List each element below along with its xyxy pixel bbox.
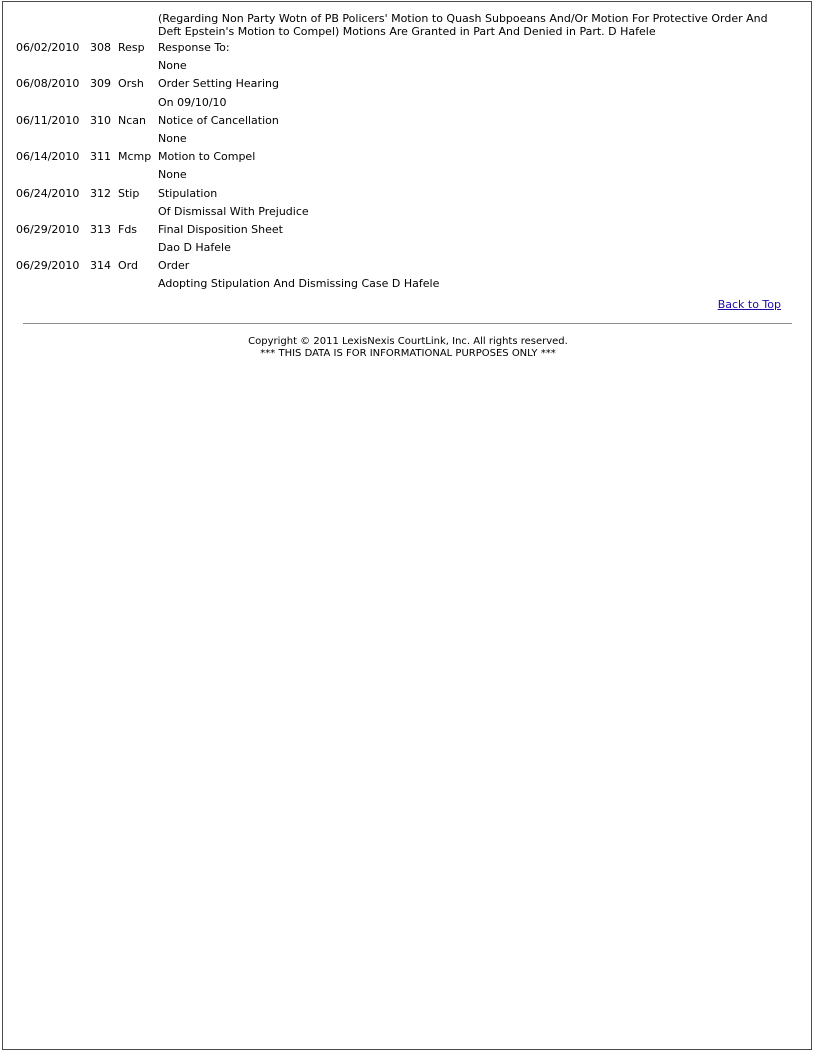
docket-entry-row	[16, 221, 786, 239]
docket-entries	[16, 12, 786, 294]
entry-code: Ord	[118, 259, 138, 273]
entry-detail: Adopting Stipulation And Dismissing Case D Hafele	[158, 277, 440, 291]
entry-number: 313	[90, 222, 111, 236]
entry-number: 308	[90, 41, 111, 54]
entry-title: Notice of Cancellation	[158, 113, 279, 127]
docket-detail-row	[16, 203, 786, 221]
docket-entry-row	[16, 148, 786, 166]
docket-detail-row	[16, 130, 786, 148]
entry-number: 312	[90, 186, 111, 200]
entry-number: 309	[90, 77, 111, 91]
docket-detail-row	[16, 166, 786, 184]
back-to-top-link[interactable]: Back to Top	[717, 298, 781, 311]
docket-text: (Regarding Non Party Wotn of PB Policers' Motion to Quash Subpoeans And/Or Motion For Protective Order And Deft Epstein's Motion to Compel) Motions Are Granted in Part And Denied in Part. D Hafele	[158, 12, 768, 38]
entry-detail: Dao D Hafele	[158, 241, 231, 255]
entry-code: Resp	[118, 41, 145, 54]
entry-detail: None	[158, 168, 187, 182]
entry-date: 06/11/2010	[16, 113, 80, 127]
docket-entry-row	[16, 185, 786, 203]
docket-entry-row	[16, 75, 786, 93]
entry-title: Order	[158, 259, 190, 273]
entry-code: Ncan	[118, 113, 146, 127]
copyright-text: Copyright © 2011 LexisNexis CourtLink, Inc. All rights reserved.	[248, 336, 568, 347]
entry-date: 06/29/2010	[16, 259, 80, 273]
entry-date: 06/08/2010	[16, 77, 80, 91]
entry-title: Response To:	[158, 41, 230, 54]
entry-detail: None	[158, 59, 187, 73]
entry-title: Stipulation	[158, 186, 218, 200]
entry-code: Fds	[118, 222, 138, 236]
entry-number: 310	[90, 113, 111, 127]
entry-date: 06/14/2010	[16, 150, 80, 164]
entry-detail: None	[158, 131, 187, 145]
entry-code: Orsh	[118, 77, 144, 91]
docket-entry-row	[16, 112, 786, 130]
entry-number: 311	[90, 150, 111, 164]
informational-notice: *** THIS DATA IS FOR INFORMATIONAL PURPOSES ONLY ***	[260, 348, 556, 359]
entry-detail: Of Dismissal With Prejudice	[158, 204, 309, 218]
entry-date: 06/02/2010	[16, 41, 80, 54]
docket-continuation	[16, 12, 786, 39]
docket-detail-row	[16, 57, 786, 75]
entry-title: Final Disposition Sheet	[158, 222, 283, 236]
entry-date: 06/29/2010	[16, 222, 80, 236]
entry-title: Order Setting Hearing	[158, 77, 279, 91]
docket-entry-row	[16, 257, 786, 275]
entry-code: Stip	[118, 186, 140, 200]
divider-line	[23, 323, 792, 324]
docket-entry-row	[16, 39, 786, 57]
docket-detail-row	[16, 94, 786, 112]
docket-detail-row	[16, 239, 786, 257]
entry-number: 314	[90, 259, 111, 273]
entry-code: Mcmp	[118, 150, 152, 164]
entry-detail: On 09/10/10	[158, 95, 227, 109]
entry-date: 06/24/2010	[16, 186, 80, 200]
docket-detail-row	[16, 275, 786, 293]
entry-title: Motion to Compel	[158, 150, 256, 164]
footer	[0, 336, 816, 360]
